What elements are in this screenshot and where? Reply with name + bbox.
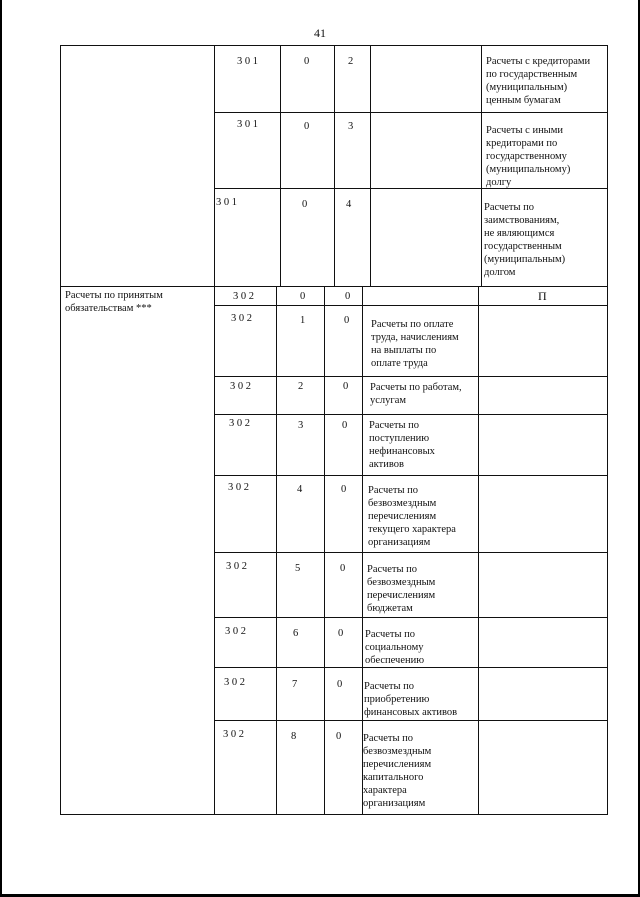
row-12-d2: 0 (336, 731, 342, 742)
row-divider (214, 475, 607, 476)
col-d2-border (370, 45, 371, 286)
col-acc-border (280, 45, 281, 286)
row-5-description: Расчеты по оплате труда, начислениям на выплаты по оплате труда (371, 319, 459, 369)
row-2-d2: 3 (348, 121, 354, 132)
row-8-d1: 4 (297, 484, 303, 495)
row-12-description: Расчеты по безвозмездным перечислениям капитального характера организациям (363, 733, 432, 809)
row-6-d1: 2 (298, 381, 304, 392)
row-10-d1: 6 (293, 628, 299, 639)
row-11-d2: 0 (337, 679, 343, 690)
row-3-d2: 4 (346, 199, 352, 210)
row-8-account: 3 0 2 (228, 482, 249, 493)
row-10-description: Расчеты по социальному обеспечению (365, 629, 425, 666)
row-1-account: 3 0 1 (237, 56, 258, 67)
row-11-account: 3 0 2 (224, 677, 245, 688)
col-d1-border (334, 45, 335, 286)
section-divider (60, 286, 607, 287)
p-mark: П (538, 289, 547, 303)
row-5-d1: 1 (300, 315, 306, 326)
col-d1-border (324, 286, 325, 814)
row-3-d1: 0 (302, 199, 308, 210)
row-divider (214, 414, 607, 415)
row-5-d2: 0 (344, 315, 350, 326)
row-7-description: Расчеты по поступлению нефинансовых активов (369, 420, 435, 470)
row-divider (214, 667, 607, 668)
left-category-label: Расчеты по принятым обязательствам *** (65, 290, 163, 314)
row-7-account: 3 0 2 (229, 418, 250, 429)
row-11-description: Расчеты по приобретению финансовых активов (364, 681, 458, 718)
table-right-border (607, 45, 608, 815)
row-2-description: Расчеты с иными кредиторами по государственному (муниципальному) долгу (486, 125, 571, 188)
row-7-d2: 0 (342, 420, 348, 431)
row-2-d1: 0 (304, 121, 310, 132)
page-number: 41 (314, 26, 326, 40)
row-divider (214, 112, 607, 113)
row-4-d2: 0 (345, 291, 351, 302)
row-12-account: 3 0 2 (223, 729, 244, 740)
col-acc-border (276, 286, 277, 814)
table-bottom-border (60, 814, 607, 815)
row-8-d2: 0 (341, 484, 347, 495)
row-3-description: Расчеты по заимствованиям, не являющимся государственным (муниципальным) долгом (484, 202, 566, 278)
row-divider (214, 552, 607, 553)
row-7-d1: 3 (298, 420, 304, 431)
col-mid-border (481, 45, 482, 286)
row-9-description: Расчеты по безвозмездным перечислениям бюджетам (367, 564, 436, 614)
row-divider (214, 376, 607, 377)
row-6-account: 3 0 2 (230, 381, 251, 392)
table-col1-border (214, 45, 215, 815)
row-divider (214, 720, 607, 721)
row-11-d1: 7 (292, 679, 298, 690)
row-10-d2: 0 (338, 628, 344, 639)
row-10-account: 3 0 2 (225, 626, 246, 637)
row-9-account: 3 0 2 (226, 561, 247, 572)
row-8-description: Расчеты по безвозмездным перечислениям текущего характера организациям (368, 485, 456, 548)
row-5-account: 3 0 2 (231, 313, 252, 324)
row-divider (214, 617, 607, 618)
row-12-d1: 8 (291, 731, 297, 742)
row-3-account: 3 0 1 (216, 197, 237, 208)
row-1-d2: 2 (348, 56, 354, 67)
row-4-account: 3 0 2 (233, 291, 254, 302)
row-2-account: 3 0 1 (237, 119, 258, 130)
row-4-d1: 0 (300, 291, 306, 302)
table-left-border (60, 45, 61, 815)
row-1-d1: 0 (304, 56, 310, 67)
row-6-description: Расчеты по работам, услугам (370, 382, 462, 406)
row-9-d1: 5 (295, 563, 301, 574)
row-9-d2: 0 (340, 563, 346, 574)
row-divider (214, 305, 607, 306)
row-1-description: Расчеты с кредиторами по государственным (муниципальным) ценным бумагам (486, 56, 591, 106)
row-6-d2: 0 (343, 381, 349, 392)
